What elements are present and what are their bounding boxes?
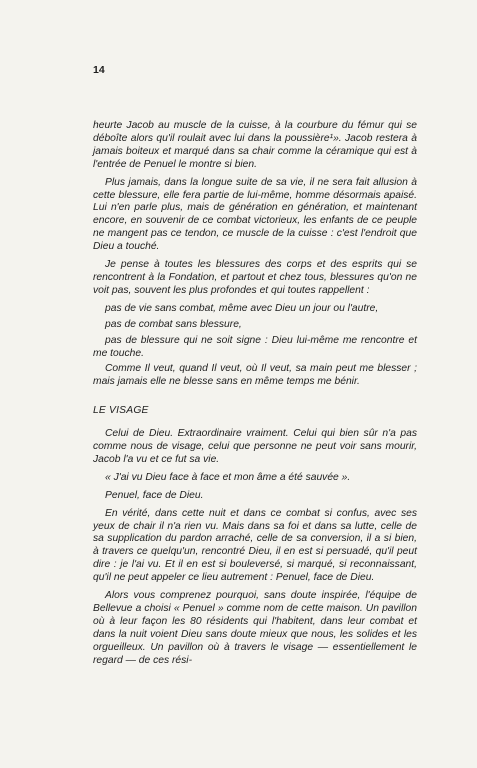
paragraph: Comme Il veut, quand Il veut, où Il veut, sa main peut me blesser ; mais jamais elle ne blesse sans en même temps me bénir. [93, 363, 417, 388]
paragraph: heurte Jacob au muscle de la cuisse, à la courbure du fémur qui se déboîte alors qu'il roulait avec lui dans la poussière¹». Jacob restera à jamais boiteux et marqué dans sa chair comme la céramique qui est à l'entrée de Penuel le montre si bien. [93, 120, 417, 170]
paragraph: Je pense à toutes les blessures des corps et des esprits qui se rencontrent à la Fondation, et partout et chez tous, blessures qu'on ne voit pas, souvent les plus profondes et qui toutes rappellent : [93, 259, 417, 296]
paragraph: En vérité, dans cette nuit et dans ce combat si confus, avec ses yeux de chair il n'a rien vu. Mais dans sa foi et dans sa lutte, celle de sa supplication du pardon arraché, celle de sa conversion, il a si bien, à travers ce quelqu'un, rencontré Dieu, il en est si persuadé, qu'il peut dire : je l'ai vu. Et il en est si bouleversé, si marqué, si reconnaissant, qu'il ne peut appeler ce lieu autrement : Penuel, face de Dieu. [93, 507, 417, 584]
quotation: « J'ai vu Dieu face à face et mon âme a été sauvée ». [105, 471, 351, 483]
body-text [93, 120, 417, 673]
section-heading: LE VISAGE [93, 405, 149, 417]
paragraph: Celui de Dieu. Extraordinaire vraiment. Celui qui bien sûr n'a pas comme nous de visage, celui que personne ne peut voir sans mourir, Jacob l'a vu et ce fut sa vie. [93, 428, 417, 465]
quote-line: pas de blessure qui ne soit signe : Dieu lui-même me rencontre et me touche. [93, 334, 417, 359]
paragraph: Penuel, face de Dieu. [105, 489, 204, 501]
quote-line: pas de vie sans combat, même avec Dieu un jour ou l'autre, [105, 302, 379, 314]
page-number: 14 [93, 64, 105, 76]
paragraph: Alors vous comprenez pourquoi, sans doute inspirée, l'équipe de Bellevue a choisi « Penuel » comme nom de cette maison. Un pavillon où à leur façon les 80 résidents qui l'habitent, dans leur combat et dans la nuit voient Dieu sans doute mieux que nous, les solides et les orgueilleux. Un pavillon où à travers le visage — essentiellement le regard — de ces rési- [93, 590, 417, 666]
paragraph: Plus jamais, dans la longue suite de sa vie, il ne sera fait allusion à cette blessure, elle fera partie de lui-même, homme désormais apaisé. Lui n'en parle plus, mais de génération en génération, et maintenant encore, en souvenir de ce combat victorieux, les enfants de ce peuple ne mangent pas ce tendon, ce muscle de la cuisse : c'est l'endroit que Dieu a touché. [93, 176, 417, 253]
quote-line: pas de combat sans blessure, [105, 318, 242, 330]
